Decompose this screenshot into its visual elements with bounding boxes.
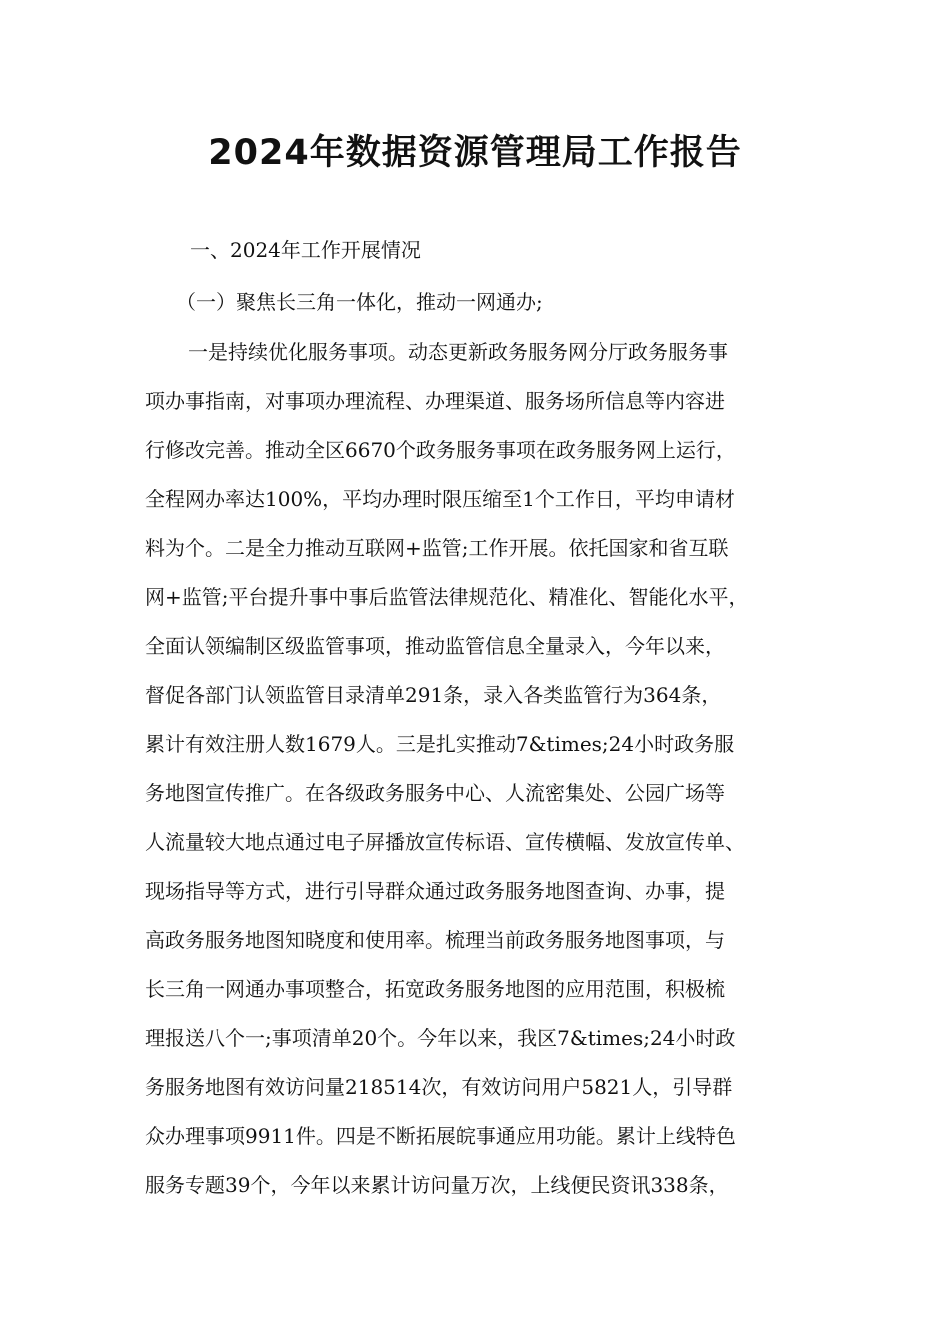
section-heading: 一、2024年工作开展情况 <box>190 238 421 262</box>
body-line: 一是持续优化服务事项。动态更新政务服务网分厅政务服务事 <box>188 340 728 364</box>
body-line: 务服务地图有效访问量218514次，有效访问用户5821人，引导群 <box>145 1075 733 1099</box>
body-line: 督促各部门认领监管目录清单291条，录入各类监管行为364条， <box>145 683 722 707</box>
body-line: 全程网办率达100%，平均办理时限压缩至1个工作日，平均申请材 <box>145 487 735 511</box>
body-line: 全面认领编制区级监管事项，推动监管信息全量录入，今年以来， <box>145 634 725 658</box>
body-line: 人流量较大地点通过电子屏播放宣传标语、宣传横幅、发放宣传单、 <box>145 830 745 854</box>
body-line: 现场指导等方式，进行引导群众通过政务服务地图查询、办事，提 <box>145 879 725 903</box>
subsection-heading: （一）聚焦长三角一体化，推动一网通办; <box>176 290 543 314</box>
body-line: 务地图宣传推广。在各级政务服务中心、人流密集处、公园广场等 <box>145 781 725 805</box>
body-line: 高政务服务地图知晓度和使用率。梳理当前政务服务地图事项，与 <box>145 928 725 952</box>
body-line: 项办事指南，对事项办理流程、办理渠道、服务场所信息等内容进 <box>145 389 725 413</box>
body-line: 理报送八个一;事项清单20个。今年以来，我区7&times;24小时政 <box>145 1026 736 1050</box>
body-line: 服务专题39个，今年以来累计访问量万次，上线便民资讯338条， <box>145 1173 729 1197</box>
body-line: 长三角一网通办事项整合，拓宽政务服务地图的应用范围，积极梳 <box>145 977 725 1001</box>
body-line: 累计有效注册人数1679人。三是扎实推动7&times;24小时政务服 <box>145 732 735 756</box>
body-line: 网+监管;平台提升事中事后监管法律规范化、精准化、智能化水平， <box>145 585 749 609</box>
body-line: 行修改完善。推动全区6670个政务服务事项在政务服务网上运行， <box>145 438 736 462</box>
body-line: 众办理事项9911件。四是不断拓展皖事通应用功能。累计上线特色 <box>145 1124 736 1148</box>
body-line: 料为个。二是全力推动互联网+监管;工作开展。依托国家和省互联 <box>145 536 729 560</box>
document-title: 2024年数据资源管理局工作报告 <box>208 133 742 173</box>
